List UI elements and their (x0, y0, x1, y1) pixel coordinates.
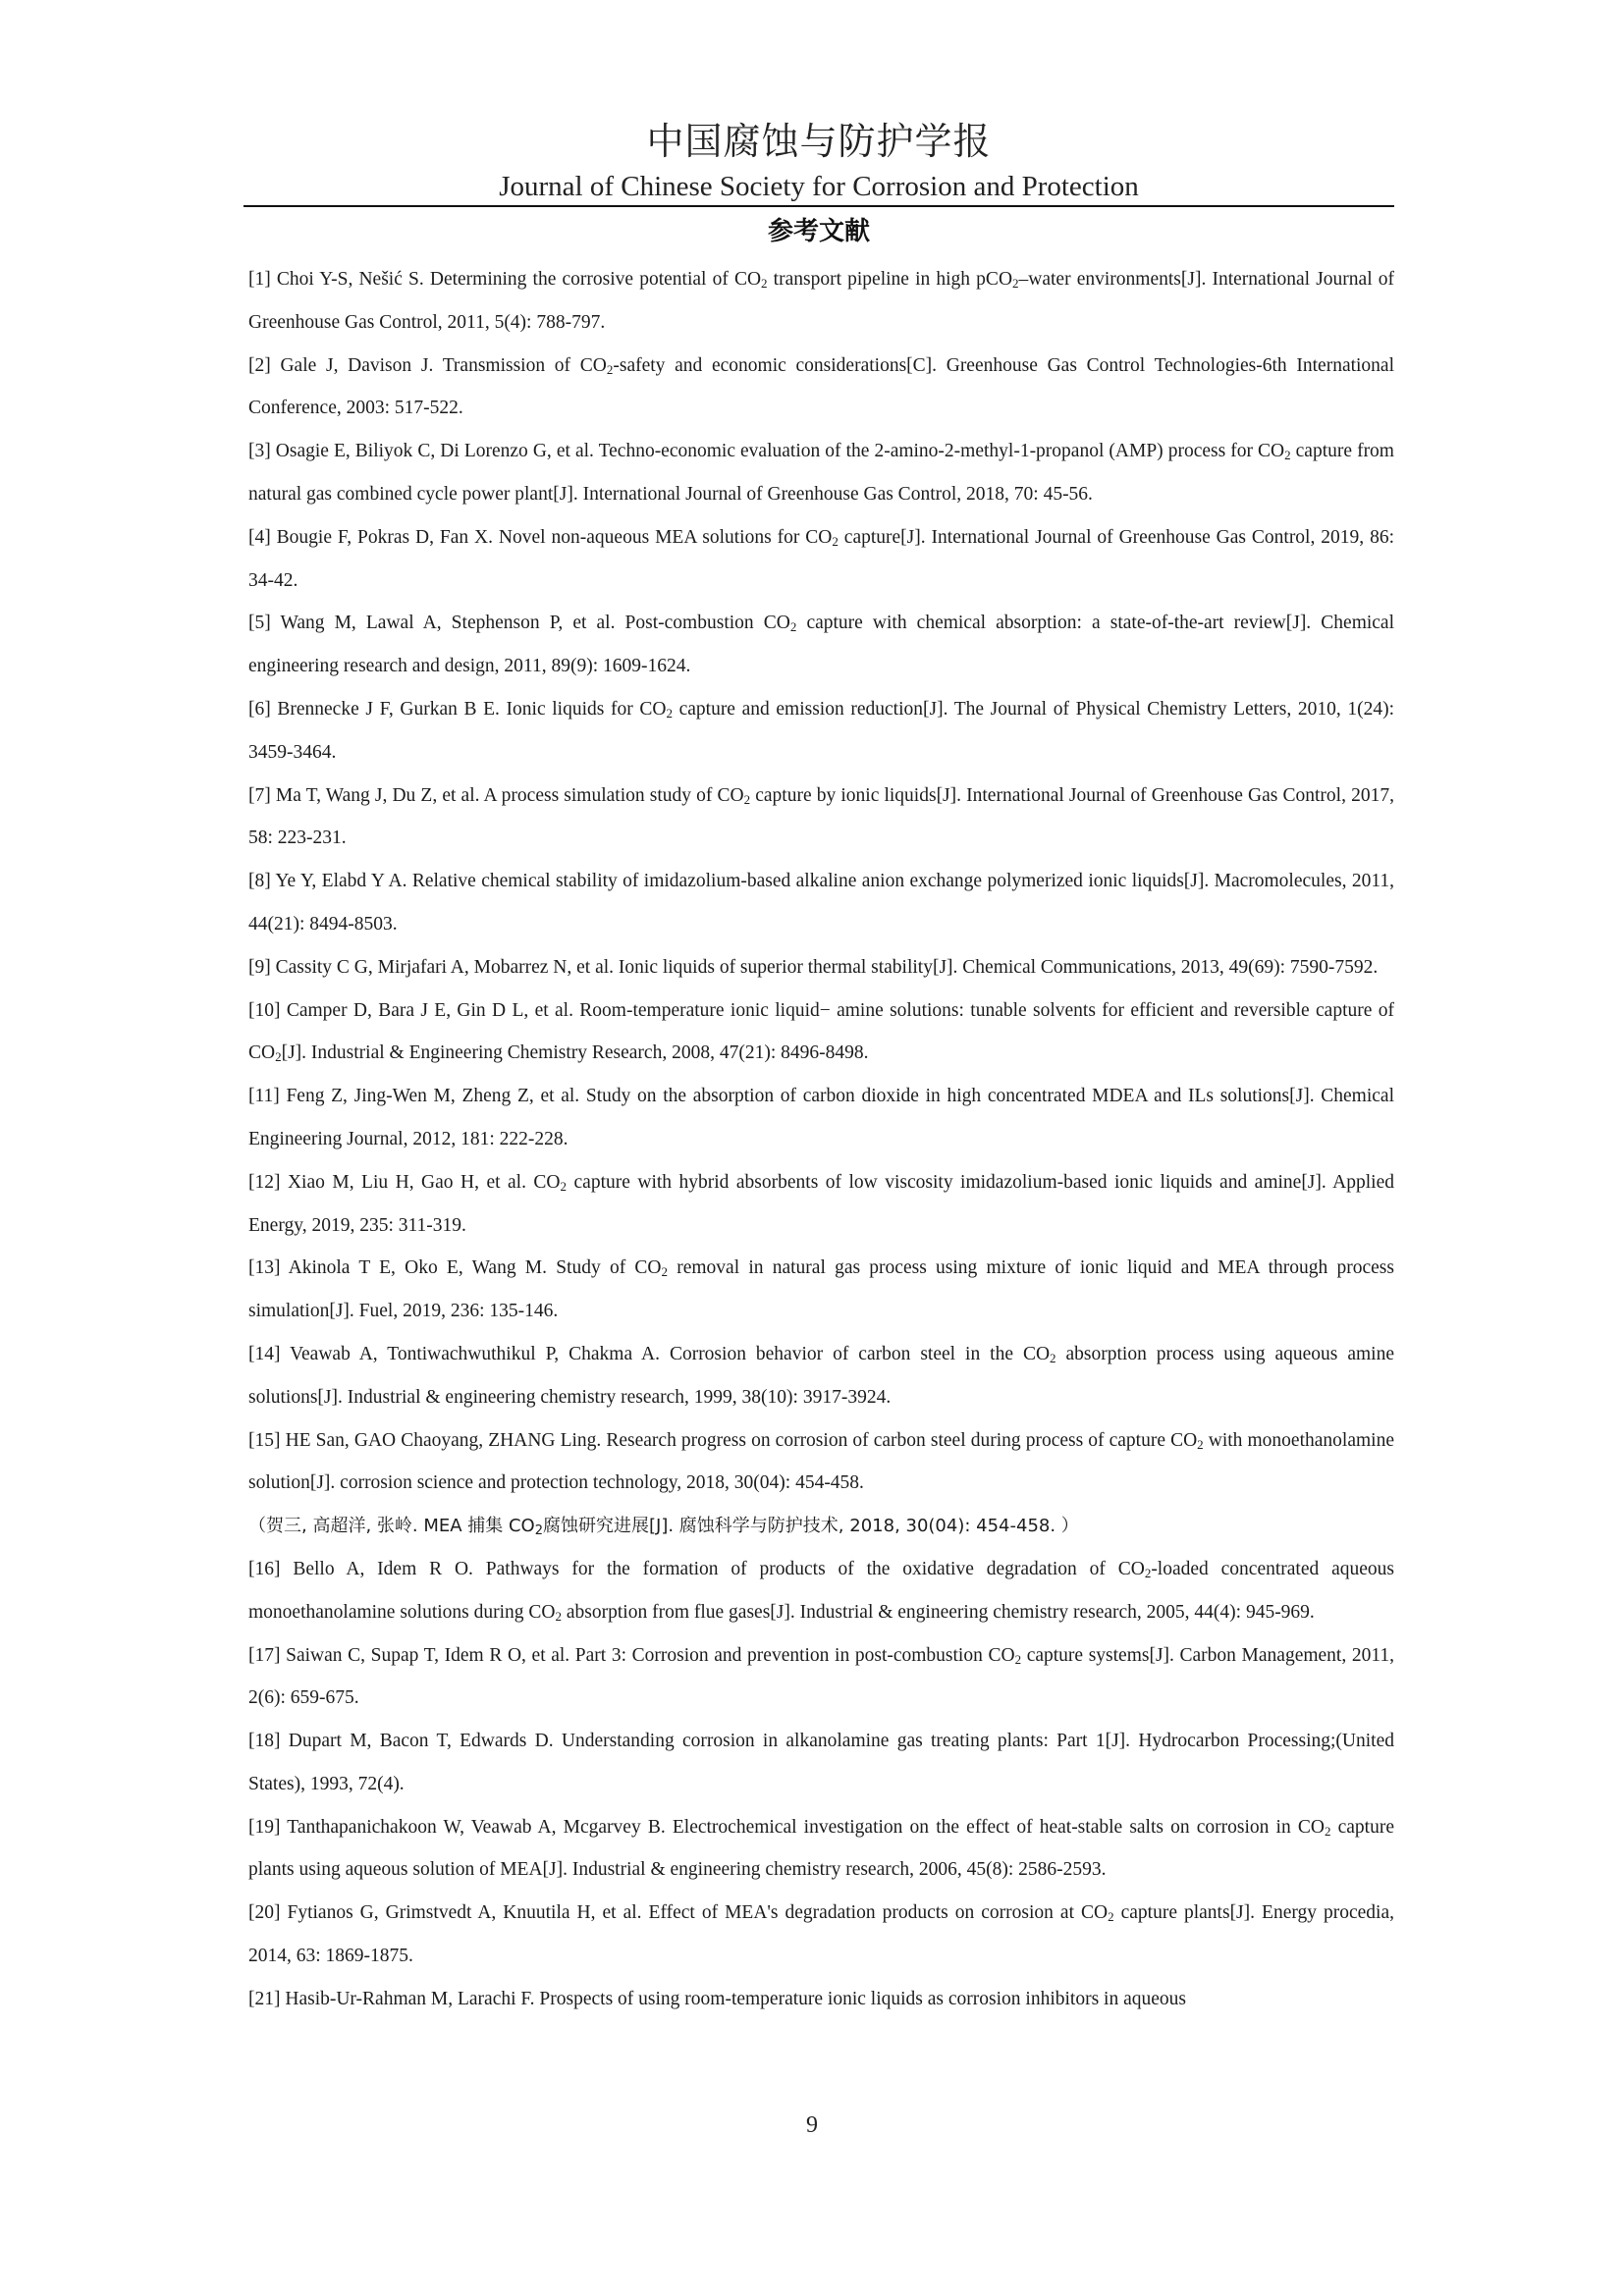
subscript: 2 (606, 361, 614, 377)
reference-entry: [7] Ma T, Wang J, Du Z, et al. A process simulation study of $CO_2$ capture by ionic liquids[J]. International Journal of Greenhouse Gas Control, 2017, 58: 223-231. (248, 784, 1394, 849)
reference-list (248, 258, 1394, 2021)
subscript: 2 (1012, 276, 1019, 291)
reference-entry: [10] Camper D, Bara J E, Gin D L, et al. Room-temperature ionic liquid− amine solutions: tunable solvents for efficient and reversible capture of $CO_2[J]$. Industrial & Engineering Chemistry Research, 2008, 47(21): 8496-8498. (248, 999, 1394, 1065)
reference-entry: [17] Saiwan C, Supap T, Idem R O, et al. Part 3: Corrosion and prevention in post-combustion $CO_2$ capture systems[J]. Carbon Management, 2011, 2(6): 659-675. (248, 1644, 1394, 1709)
subscript: 2 (789, 619, 797, 635)
references-heading: 参考文献 (767, 217, 870, 246)
reference-entry: [8] Ye Y, Elabd Y A. Relative chemical stability of imidazolium-based alkaline anion exchange polymerized ionic liquids[J]. Macromolecules, 2011, 44(21): 8494-8503. (248, 871, 1394, 934)
journal-title-chinese: 中国腐蚀与防护学报 (646, 120, 992, 163)
reference-entry: [9] Cassity C G, Mirjafari A, Mobarrez N, et al. Ionic liquids of superior thermal stability[J]. Chemical Communications, 2013, 49(69): 7590-7592. (248, 956, 1379, 978)
reference-entry: [4] Bougie F, Pokras D, Fan X. Novel non-aqueous MEA solutions for $CO_2$ capture[J]. International Journal of Greenhouse Gas Control, 2019, 86: 34-42. (248, 526, 1394, 591)
subscript: 2 (1324, 1823, 1331, 1839)
reference-entry-chinese: （贺三, 高超洋, 张岭. MEA 捕集 $CO_2$腐蚀研究进展[J]. 腐蚀科学与防护技术, 2018, 30(04): 454-458. ） (248, 1516, 1079, 1539)
reference-entry: [19] Tanthapanichakoon W, Veawab A, Mcgarvey B. Electrochemical investigation on the effect of heat-stable salts on corrosion in $CO_2$ capture plants using aqueous solution of MEA[J]. Industrial & engineering chemistry research, 2006, 45(8): 2586-2593. (248, 1816, 1394, 1881)
subscript: 2 (1014, 1651, 1022, 1667)
reference-entry: [3] Osagie E, Biliyok C, Di Lorenzo G, et al. Techno-economic evaluation of the 2-amino-2-methyl-1-propanol (AMP) process for $CO_2$ capture from natural gas combined cycle power plant[J]. International Journal of Greenhouse Gas Control, 2018, 70: 45-56. (248, 441, 1394, 505)
reference-entry: [21] Hasib-Ur-Rahman M, Larachi F. Prospects of using room-temperature ionic liquids as corrosion inhibitors in aqueous (248, 1988, 1186, 2009)
subscript: 2 (560, 1178, 568, 1194)
subscript: 2 (1144, 1565, 1152, 1580)
reference-entry: [2] Gale J, Davison J. Transmission of $CO_2$-safety and economic considerations[C]. Greenhouse Gas Control Technologies-6th International Conference, 2003: 517-522. (248, 354, 1395, 419)
subscript: 2 (661, 1264, 669, 1280)
subscript: 2 (1197, 1436, 1204, 1452)
page-number: 9 (806, 2112, 818, 2138)
reference-entry: [6] Brennecke J F, Gurkan B E. Ionic liquids for $CO_2$ capture and emission reduction[J]. The Journal of Physical Chemistry Letters, 2010, 1(24): 3459-3464. (248, 698, 1394, 763)
reference-entry: [11] Feng Z, Jing-Wen M, Zheng Z, et al. Study on the absorption of carbon dioxide in high concentrated MDEA and ILs solutions[J]. Chemical Engineering Journal, 2012, 181: 222-228. (248, 1086, 1394, 1149)
reference-entry: [20] Fytianos G, Grimstvedt A, Knuutila H, et al. Effect of MEA's degradation products on corrosion at $CO_2$ capture plants[J]. Energy procedia, 2014, 63: 1869-1875. (248, 1902, 1394, 1967)
journal-title-english: Journal of Chinese Society for Corrosion and Protection (499, 171, 1139, 202)
subscript: 2 (761, 276, 768, 291)
subscript: 2 (666, 705, 673, 721)
subscript: 2 (275, 1049, 282, 1065)
subscript: 2 (1284, 448, 1291, 463)
reference-entry: [16] Bello A, Idem R O. Pathways for the formation of products of the oxidative degradation of $CO_2$-loaded concentrated aqueous monoethanolamine solutions during $CO_2$ absorption from flue gases[J]. Industrial & engineering chemistry research, 2005, 44(4): 945-969. (248, 1558, 1394, 1624)
subscript: 2 (534, 1523, 544, 1539)
reference-entry: [15] HE San, GAO Chaoyang, ZHANG Ling. Research progress on corrosion of carbon steel during process of capture $CO_2$ with monoethanolamine solution[J]. corrosion science and protection technology, 2018, 30(04): 454-458. (248, 1429, 1394, 1494)
reference-entry: [14] Veawab A, Tontiwachwuthikul P, Chakma A. Corrosion behavior of carbon steel in the $CO_2$ absorption process using aqueous amine solutions[J]. Industrial & engineering chemistry research, 1999, 38(10): 3917-3924. (248, 1343, 1394, 1408)
reference-entry: [12] Xiao M, Liu H, Gao H, et al. $CO_2$ capture with hybrid absorbents of low viscosity imidazolium-based ionic liquids and amine[J]. Applied Energy, 2019, 235: 311-319. (248, 1171, 1394, 1236)
subscript: 2 (832, 533, 839, 549)
reference-entry: [13] Akinola T E, Oko E, Wang M. Study of $CO_2$ removal in natural gas process using mixture of ionic liquid and MEA through process simulation[J]. Fuel, 2019, 236: 135-146. (248, 1257, 1394, 1322)
reference-entry: [1] Choi Y-S, Nešić S. Determining the corrosive potential of $CO_2$ transport pipeline in high pCO$_2$–water environments[J]. International Journal of Greenhouse Gas Control, 2011, 5(4): 788-797. (248, 269, 1394, 333)
header-divider (244, 205, 1394, 207)
subscript: 2 (743, 791, 751, 807)
journal-header (244, 116, 1394, 204)
reference-entry: [5] Wang M, Lawal A, Stephenson P, et al. Post-combustion $CO_2$ capture with chemical absorption: a state-of-the-art review[J]. Chemical engineering research and design, 2011, 89(9): 1609-1624. (248, 613, 1395, 677)
subscript: 2 (1050, 1350, 1056, 1365)
subscript: 2 (1108, 1909, 1114, 1925)
subscript: 2 (555, 1608, 563, 1624)
reference-entry: [18] Dupart M, Bacon T, Edwards D. Understanding corrosion in alkanolamine gas treating plants: Part 1[J]. Hydrocarbon Processing;(United States), 1993, 72(4). (248, 1731, 1394, 1794)
